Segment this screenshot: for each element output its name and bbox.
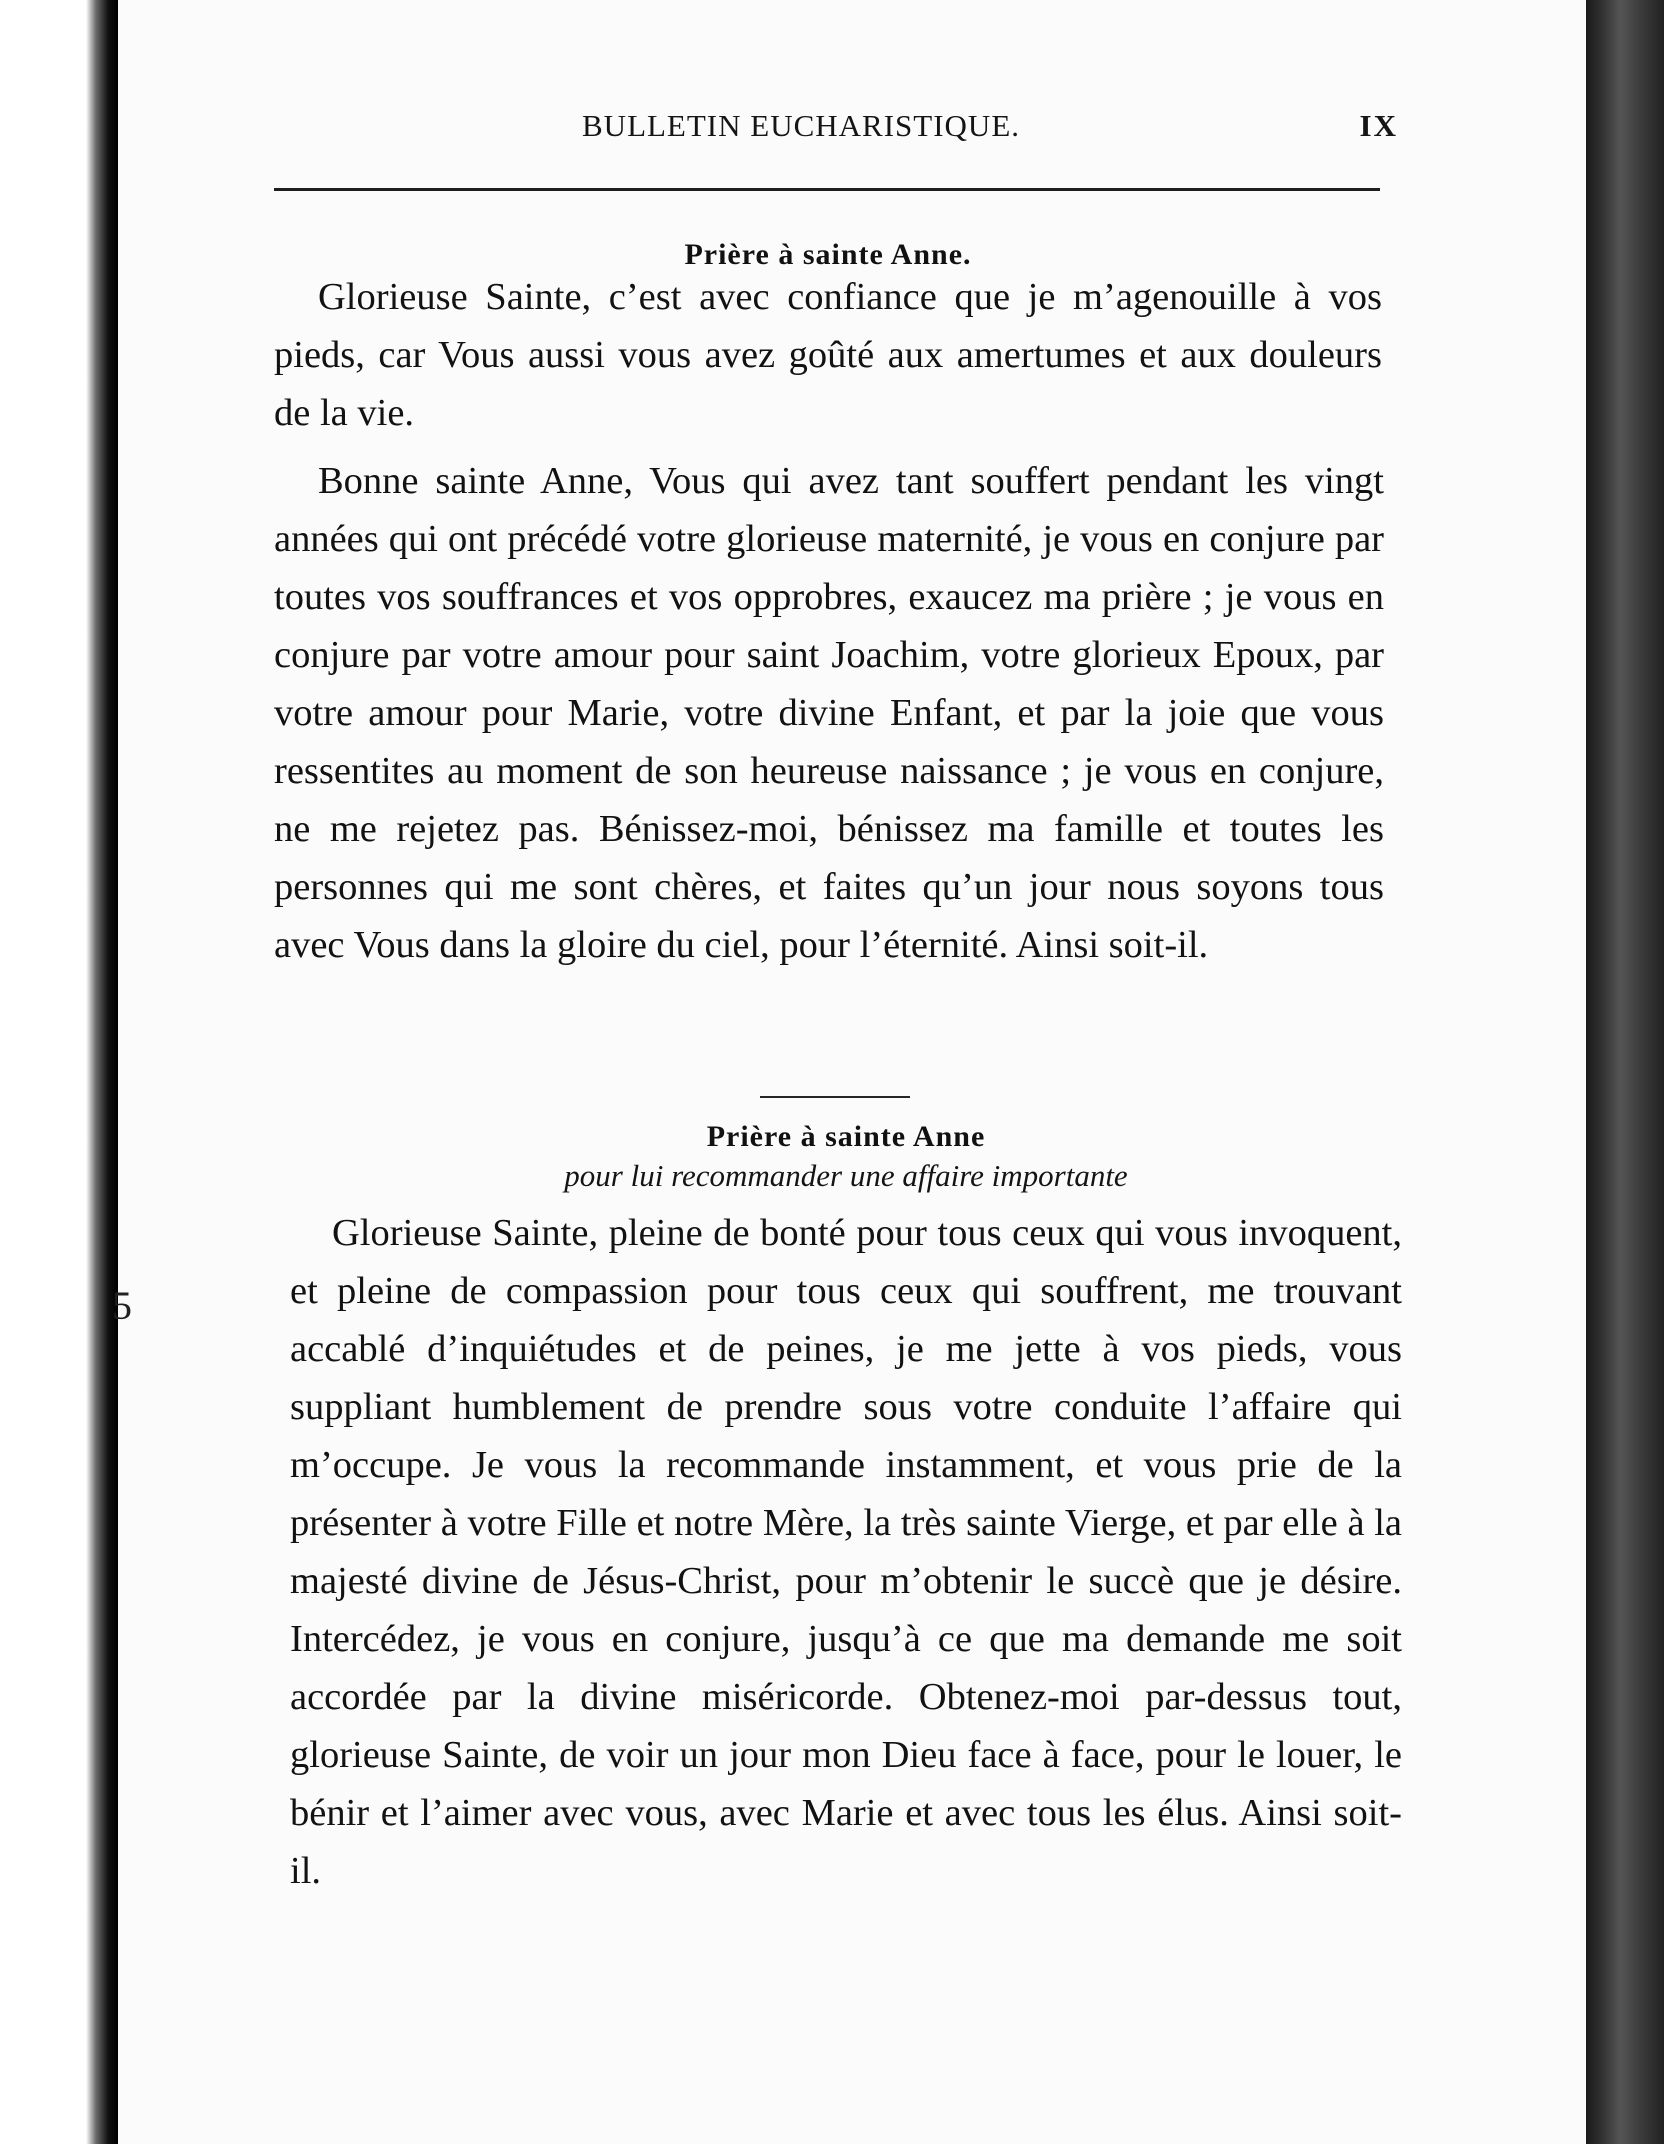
section2-subheading: pour lui recommander une affaire importante [564,1158,1128,1193]
left-gutter [0,0,118,2144]
section1-heading: Prière à sainte Anne. [684,238,972,271]
left-margin-mark: 5 [112,1283,132,1328]
running-title: BULLETIN EUCHARISTIQUE. [582,108,1021,143]
section-divider [760,1096,910,1098]
running-head [268,108,1398,158]
section2-paragraph-1: Glorieuse Sainte, pleine de bonté pour tous ceux qui vous invoquent, et pleine de compassion pour tous ceux qui souffrent, me trouvant accablé d’inquiétudes et de peines, je me jette à vos pieds, vous suppliant humblement de prendre sous votre conduite l’affaire qui m’occupe. Je vous la recommande instamment, et vous prie de la présenter à votre Fille et notre Mère, la très sainte Vierge, et par elle à la majesté divine de Jésus-Christ, pour m’obtenir le succè que je désire. Intercédez, je vous en conjure, jusqu’à ce que ma demande me soit accordée par la divine miséricorde. Obtenez-moi par-dessus tout, glorieuse Sainte, de voir un jour mon Dieu face à face, pour le louer, le bénir et l’aimer avec vous, avec Marie et avec tous les élus. Ainsi soit-il. [290,1212,1402,1892]
section1-paragraph-1: Glorieuse Sainte, c’est avec confiance que je m’agenouille à vos pieds, car Vous aussi vous avez goûté aux amertumes et aux douleurs de la vie. [274,276,1382,434]
section1-paragraph-2: Bonne sainte Anne, Vous qui avez tant souffert pendant les vingt années qui ont précédé votre glorieuse maternité, je vous en conjure par toutes vos souffrances et vos opprobres, exaucez ma prière ; je vous en conjure par votre amour pour saint Joachim, votre glorieux Epoux, par votre amour pour Marie, votre divine Enfant, et par la joie que vous ressentites au moment de son heureuse naissance ; je vous en conjure, ne me rejetez pas. Bénissez-moi, bénissez ma famille et toutes les personnes qui me sont chères, et faites qu’un jour nous soyons tous avec Vous dans la gloire du ciel, pour l’éternité. Ainsi soit-il. [274,460,1384,966]
right-page-edge [1586,0,1664,2144]
section2-heading: Prière à sainte Anne [706,1120,986,1153]
header-rule [274,188,1380,191]
page-number: IX [1359,108,1398,143]
